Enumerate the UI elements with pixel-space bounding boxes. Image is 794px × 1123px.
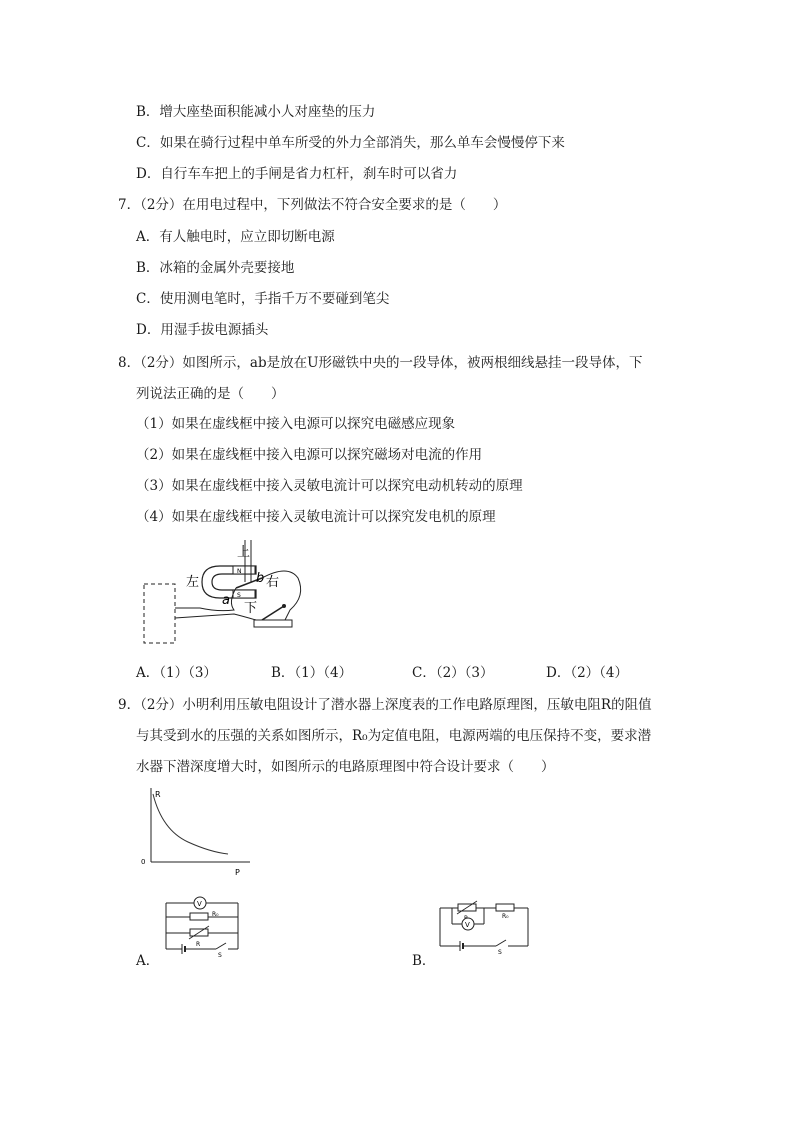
svg-text:R₀: R₀ bbox=[212, 911, 219, 918]
svg-text:R: R bbox=[196, 941, 201, 948]
label-a: a bbox=[222, 593, 230, 608]
q7-option-d: D．用湿手拔电源插头 bbox=[136, 322, 269, 338]
svg-text:S: S bbox=[498, 949, 502, 956]
q8-magnet-figure bbox=[138, 540, 308, 646]
graph-xlabel: P bbox=[235, 868, 240, 877]
svg-text:R₀: R₀ bbox=[502, 913, 509, 920]
q9-stem-line2: 与其受到水的压强的关系如图所示，R₀为定值电阻，电源两端的电压保持不变，要求潜 bbox=[136, 728, 652, 744]
switch-base bbox=[254, 620, 292, 627]
q9-option-b-label: B． bbox=[412, 953, 436, 969]
q8-statement-2: （2）如果在虚线框中接入电源可以探究磁场对电流的作用 bbox=[136, 447, 483, 463]
resistance-curve bbox=[153, 794, 228, 854]
q8-option-c: C．（2）（3） bbox=[412, 665, 494, 681]
q8-option-b: B．（1）（4） bbox=[271, 665, 353, 681]
q8-option-a: A．（1）（3） bbox=[136, 665, 217, 681]
svg-text:V: V bbox=[197, 900, 202, 908]
resistor-r0 bbox=[190, 913, 208, 920]
q6-option-c: C．如果在骑行过程中单车所受的外力全部消失，那么单车会慢慢停下来 bbox=[136, 135, 565, 151]
q6-option-d: D．自行车车把上的手闸是省力杠杆，刹车时可以省力 bbox=[136, 166, 458, 182]
label-right: 右 bbox=[266, 575, 280, 590]
q8-stem-line2: 列说法正确的是（ ） bbox=[136, 386, 285, 402]
q8-statement-4: （4）如果在虚线框中接入灵敏电流计可以探究发电机的原理 bbox=[136, 509, 496, 525]
q9-stem-line3: 水器下潜深度增大时，如图所示的电路原理图中符合设计要求（ ） bbox=[136, 759, 555, 775]
q7-stem: 7．（2分）在用电过程中，下列做法不符合安全要求的是（ ） bbox=[118, 197, 507, 213]
q7-option-a: A．有人触电时，应立即切断电源 bbox=[136, 229, 335, 245]
label-up: 上 bbox=[237, 545, 251, 560]
magnet-pole-s: S bbox=[237, 592, 241, 599]
q8-statement-3: （3）如果在虚线框中接入灵敏电流计可以探究电动机转动的原理 bbox=[136, 478, 523, 494]
q7-option-c: C．使用测电笔时，手指千万不要碰到笔尖 bbox=[136, 291, 390, 307]
graph-ylabel: R bbox=[155, 790, 161, 799]
q9-resistance-pressure-graph bbox=[138, 786, 256, 878]
magnet-pole-n: N bbox=[237, 568, 242, 575]
q8-stem-line1: 8．（2分）如图所示，ab是放在U形磁铁中央的一段导体，被两根细线悬挂一段导体，下 bbox=[118, 355, 643, 371]
q7-option-b: B．冰箱的金属外壳要接地 bbox=[136, 260, 295, 276]
label-down: 下 bbox=[244, 601, 258, 616]
q9-circuit-a bbox=[160, 893, 244, 959]
graph-origin: 0 bbox=[141, 858, 146, 866]
q9-stem-line1: 9．（2分）小明利用压敏电阻设计了潜水器上深度表的工作电路原理图，压敏电阻R的阻值 bbox=[118, 697, 652, 713]
resistor-r0 bbox=[496, 904, 514, 911]
q6-option-b: B．增大座垫面积能减小人对座垫的压力 bbox=[136, 104, 376, 120]
svg-text:S: S bbox=[218, 952, 222, 959]
label-left: 左 bbox=[186, 575, 200, 590]
dashed-box bbox=[144, 584, 175, 643]
q8-option-d: D．（2）（4） bbox=[546, 665, 629, 681]
q9-circuit-b bbox=[434, 894, 534, 956]
q9-option-a-label: A． bbox=[136, 953, 160, 969]
q8-statement-1: （1）如果在虚线框中接入电源可以探究电磁感应现象 bbox=[136, 416, 456, 432]
svg-text:V: V bbox=[465, 921, 470, 929]
label-b: b bbox=[256, 571, 265, 586]
